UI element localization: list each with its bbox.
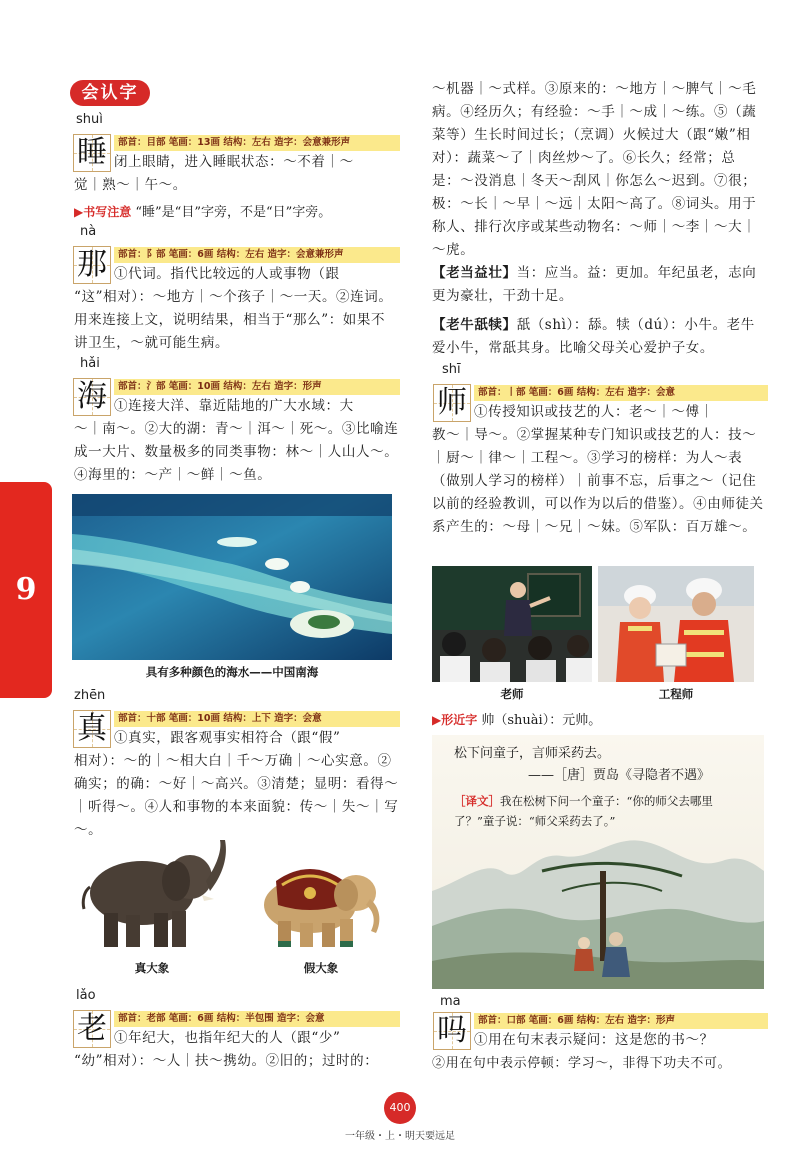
idiom-head: 【老牛舐犊】 xyxy=(432,317,517,333)
similar-label: ▶形近字 xyxy=(432,713,478,727)
pinyin: lǎo xyxy=(76,988,96,1003)
character: 老 xyxy=(77,1011,107,1046)
real-elephant-image xyxy=(72,835,232,955)
idiom-text: 舐（shì）：舔。犊（dú）：小牛。老牛爱小牛，常舐其身。比喻父母关心爱护子女。 xyxy=(432,317,755,356)
character-box xyxy=(433,384,471,422)
definition-first-line: ①代词。指代比较远的人或事物（跟 xyxy=(114,266,340,282)
note-text: “睡”是“目”字旁，不是“日”字旁。 xyxy=(135,205,332,220)
definition-first-line: 闭上眼睛，进入睡眠状态：～不着｜～ xyxy=(114,154,354,170)
pinyin: shī xyxy=(442,362,461,377)
chapter-tab[interactable]: 9 xyxy=(0,482,52,698)
character-box xyxy=(73,710,111,748)
character: 睡 xyxy=(77,135,107,170)
character: 那 xyxy=(77,247,107,282)
definition-first-line: ①用在句末表示疑问：这是您的书～？ xyxy=(474,1032,714,1048)
image-caption: 真大象 xyxy=(134,961,170,975)
definition: “这”相对）：～地方｜～个孩子｜～一天。②连词。用来连接上文，说明结果，相当于“那么”：如果不讲卫生，～就可能生病。 xyxy=(74,289,393,351)
section-title: 会认字 xyxy=(70,80,150,106)
char-meta: 部首：丨部 笔画：6画 结构：左右 造字：会意 xyxy=(474,385,768,401)
char-meta: 部首：目部 笔画：13画 结构：左右 造字：会意兼形声 xyxy=(114,135,400,151)
south-china-sea-photo xyxy=(72,494,392,660)
definition: ～｜南～。②大的湖：青～｜洱～｜死～。③比喻连成一大片、数量极多的同类事物：林～｜人山人～。④海里的：～产｜～鲜｜～鱼。 xyxy=(74,421,399,483)
definition-first-line: ①连接大洋、靠近陆地的广大水域：大 xyxy=(114,398,354,414)
definition: ②用在句中表示停顿：学习～，非得下功夫不可。 xyxy=(432,1056,732,1071)
translation-label: ［译文］ xyxy=(454,794,500,808)
poem-panel xyxy=(432,735,764,989)
definition: 相对）：～的｜～相大白｜千～万确｜～心实意。②确实；的确：～好｜～高兴。③清楚；显明：看得～｜听得～。④人和事物的本来面貌：传～｜失～｜写～。 xyxy=(74,753,399,838)
pinyin: zhēn xyxy=(74,688,106,703)
character: 海 xyxy=(77,379,107,414)
page-number: 400 xyxy=(384,1092,416,1124)
char-meta: 部首：口部 笔画：6画 结构：左右 造字：形声 xyxy=(474,1013,768,1029)
character: 师 xyxy=(437,385,467,420)
definition-first-line: ①传授知识或技艺的人：老～｜～傅｜ xyxy=(474,404,714,420)
character-box xyxy=(73,378,111,416)
pinyin: nà xyxy=(80,224,97,239)
pinyin: hǎi xyxy=(80,356,100,371)
char-meta: 部首：氵部 笔画：10画 结构：左右 造字：形声 xyxy=(114,379,400,395)
page-footer: 一年级・上・明天要远足 xyxy=(345,1131,455,1142)
definition-first-line: ①年纪大，也指年纪大的人（跟“少” xyxy=(114,1030,341,1046)
definition: 觉｜熟～｜午～。 xyxy=(74,177,187,193)
similar-text: 帅（shuài）：元帅。 xyxy=(481,713,602,728)
image-caption: 老师 xyxy=(500,687,524,701)
teacher-photo xyxy=(432,566,592,682)
writing-note xyxy=(74,202,404,223)
idiom-entry xyxy=(432,314,762,360)
similar-character-note xyxy=(432,710,762,731)
character: 吗 xyxy=(437,1013,467,1048)
definition-continued: ～机器｜～式样。③原来的：～地方｜～脾气｜～毛病。④经历久；有经验：～手｜～成｜～练。⑤（蔬菜等）生长时间过长；（烹调）火候过大（跟“嫩”相对）：蔬菜～了｜肉丝炒～了。⑥长久；经常；总是：～没消息｜冬天～刮风｜你怎么～迟到。⑦很；极：～长｜～早｜～远｜太阳～高了。⑧词头。用于称人、排行次序或某些动物名：～师｜～李｜～大｜～虎。 xyxy=(432,81,757,258)
pinyin: ma xyxy=(440,994,461,1009)
char-meta: 部首：阝部 笔画：6画 结构：左右 造字：会意兼形声 xyxy=(114,247,400,263)
definition-first-line: ①真实，跟客观事实相符合（跟“假” xyxy=(114,730,341,746)
character-box xyxy=(73,134,111,172)
definition: “幼”相对）：～人｜扶～携幼。②旧的；过时的： xyxy=(74,1053,379,1069)
idiom-text: 当：应当。益：更加。年纪虽老，志向更为豪壮，干劲十足。 xyxy=(432,265,757,304)
image-caption: 工程师 xyxy=(658,687,694,701)
idiom-entry xyxy=(432,262,762,308)
idiom-head: 【老当益壮】 xyxy=(432,265,517,281)
image-caption: 假大象 xyxy=(303,961,339,975)
char-meta: 部首：老部 笔画：6画 结构：半包围 造字：会意 xyxy=(114,1011,400,1027)
character-box xyxy=(73,246,111,284)
character-box xyxy=(433,1012,471,1050)
character-box xyxy=(73,1010,111,1048)
translation-text: 我在松树下问一个童子：“你的师父去哪里了？”童子说：“师父采药去了。” xyxy=(454,794,713,828)
fake-elephant-image xyxy=(246,845,396,955)
poem-line: 松下问童子，言师采药去。 xyxy=(454,746,611,761)
pinyin: shuì xyxy=(76,112,103,127)
char-meta: 部首：十部 笔画：10画 结构：上下 造字：会意 xyxy=(114,711,400,727)
character: 真 xyxy=(77,711,107,746)
poem-translation xyxy=(454,791,750,831)
definition: 教～｜导～。②掌握某种专门知识或技艺的人：技～｜厨～｜律～｜工程～。③学习的榜样：为人～表（做别人学习的榜样）｜前事不忘，后事之～（记住以前的经验教训，可以作为以后的借鉴）。④由师徒关系产生的：～母｜～兄｜～妹。⑤军队：百万雄～。 xyxy=(432,427,764,535)
photo-caption: 具有多种颜色的海水——中国南海 xyxy=(145,665,319,679)
poem-source: ——［唐］贾岛《寻隐者不遇》 xyxy=(528,768,711,783)
engineer-photo xyxy=(598,566,754,682)
note-label: ▶书写注意 xyxy=(74,205,132,219)
